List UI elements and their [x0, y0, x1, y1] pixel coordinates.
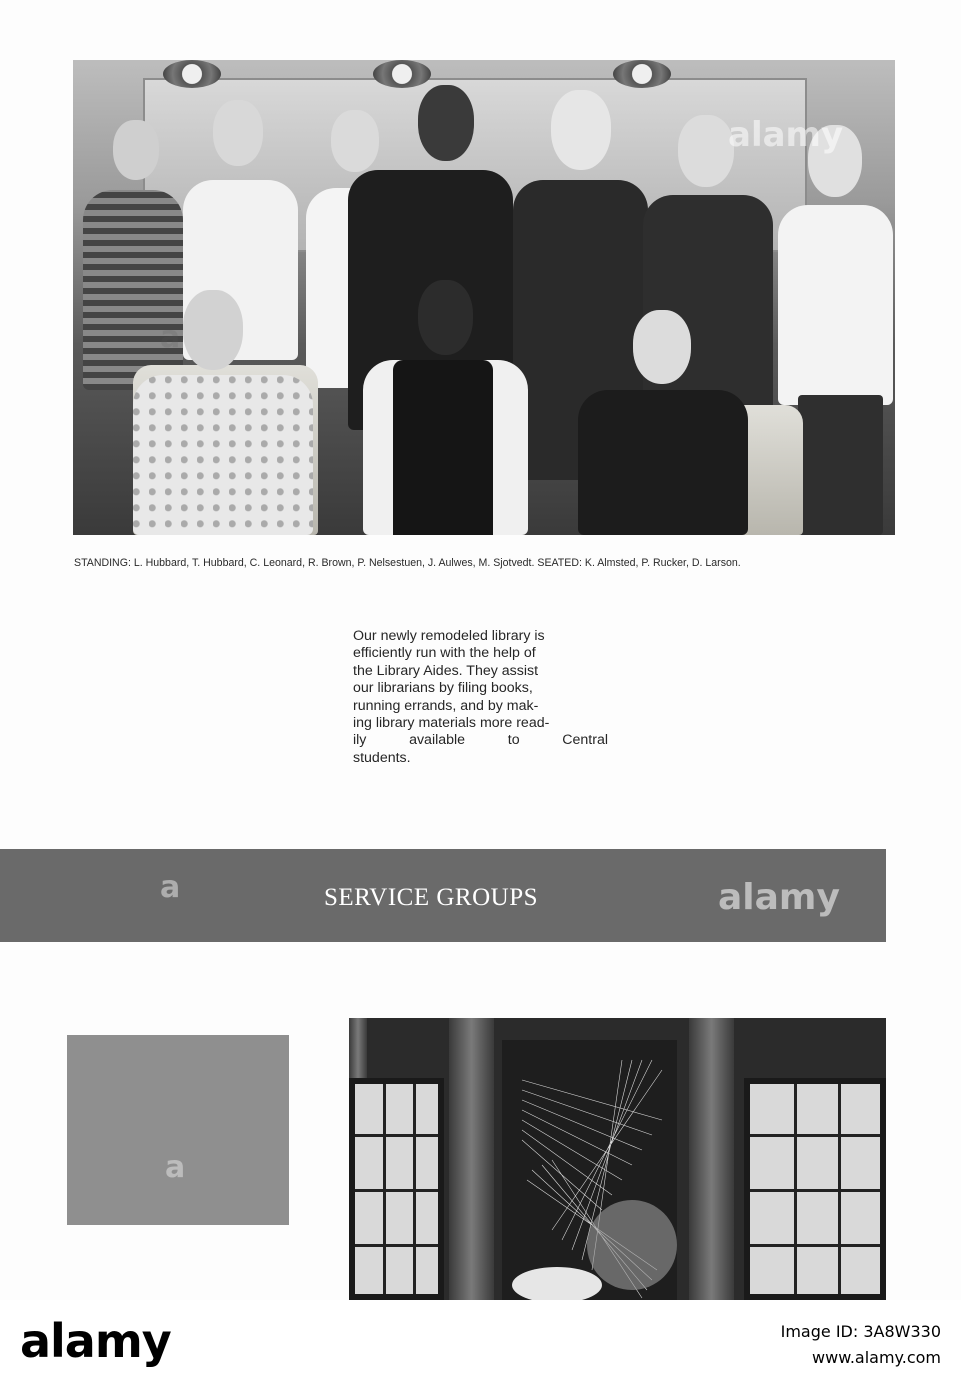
body-line: Our newly remodeled library is	[353, 628, 545, 644]
watermark-logo: alamy	[728, 115, 844, 155]
column	[689, 1018, 734, 1300]
person-seated	[578, 310, 748, 535]
section-title: SERVICE GROUPS	[323, 884, 539, 911]
grey-placeholder-block	[67, 1035, 289, 1225]
watermark-glyph: a	[165, 1150, 186, 1185]
body-line: ily available to Central	[353, 732, 608, 749]
watermark-logo: alamy	[718, 877, 840, 918]
person-seated	[113, 290, 323, 535]
column	[449, 1018, 494, 1300]
body-line: students.	[353, 749, 411, 766]
watermark-glyph: a	[160, 870, 181, 905]
image-id: Image ID: 3A8W330	[780, 1322, 941, 1341]
person-seated	[358, 280, 533, 535]
body-line: efficiently run with the help of	[353, 645, 536, 662]
decorative-plate	[373, 60, 431, 88]
string-art-poster	[502, 1040, 677, 1300]
string-art-graphic	[502, 1040, 677, 1300]
photo-caption: STANDING: L. Hubbard, T. Hubbard, C. Leonard, R. Brown, P. Nelsestuen, J. Aulwes, M. Sjotvedt. SEATED: K. Almsted, P. Rucker, D. Larson.	[74, 557, 741, 569]
stock-footer	[0, 1300, 961, 1390]
section-banner	[0, 849, 886, 942]
body-line: running errands, and by mak-	[353, 697, 539, 714]
library-aides-group-photo	[73, 60, 895, 535]
window	[349, 1078, 444, 1300]
library-room-photo	[349, 1018, 886, 1300]
site-url: www.alamy.com	[812, 1348, 941, 1367]
window	[744, 1078, 886, 1300]
body-line: ing library materials more read-	[353, 715, 550, 732]
watermark-glyph: a	[160, 320, 181, 355]
decorative-plate	[163, 60, 221, 88]
decorative-plate	[613, 60, 671, 88]
alamy-logo: alamy	[20, 1314, 171, 1368]
body-line: our librarians by filing books,	[353, 680, 533, 697]
body-line: the Library Aides. They assist	[353, 662, 539, 679]
body-paragraph	[353, 628, 608, 767]
